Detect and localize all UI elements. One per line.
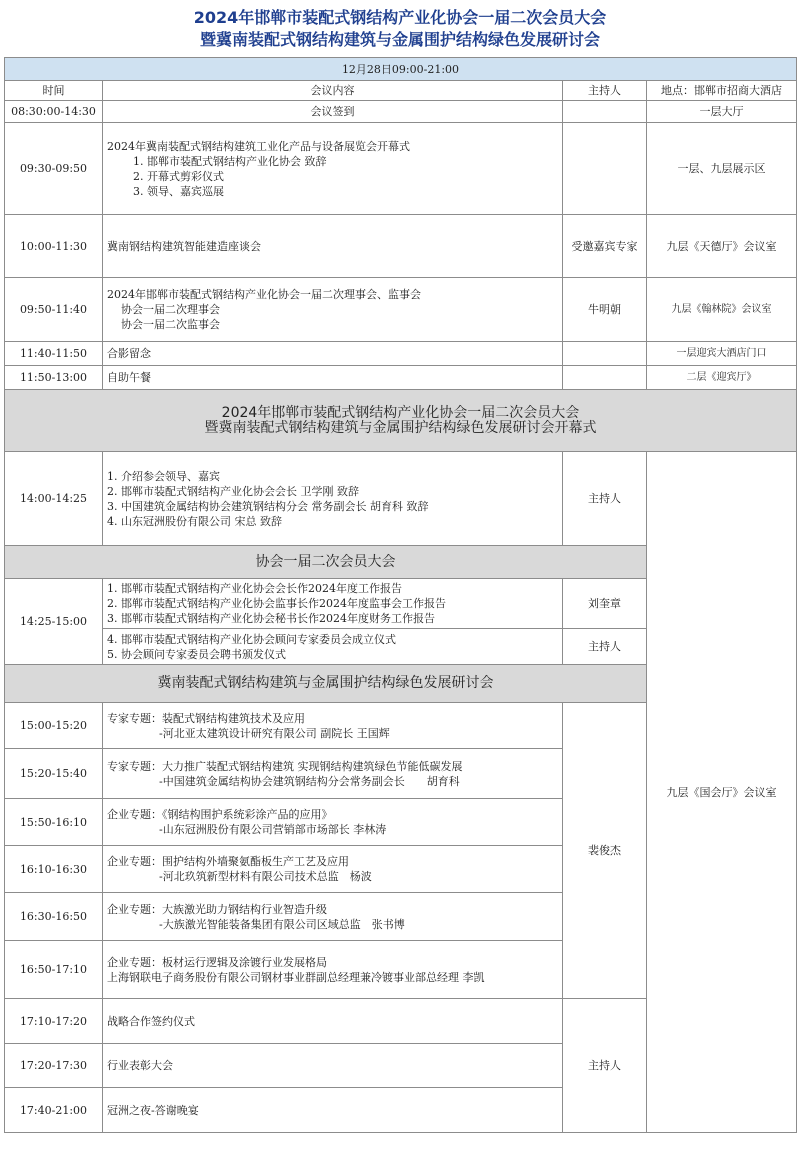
header-host: 主持人 [563, 81, 647, 101]
talk-speaker: -中国建筑金属结构协会建筑钢结构分会常务副会长 胡育科 [159, 774, 460, 788]
time-cell: 15:00-15:20 [5, 703, 103, 749]
header-content: 会议内容 [103, 81, 563, 101]
venue-cell: 二层《迎宾厅》 [647, 366, 797, 390]
time-cell: 16:30-16:50 [5, 893, 103, 941]
content-cell: 冠洲之夜-答谢晚宴 [103, 1088, 563, 1133]
content-cell: 冀南钢结构建筑智能建造座谈会 [103, 215, 563, 278]
content-cell [103, 629, 563, 665]
host-cell: 主持人 [563, 999, 647, 1133]
talk-title: 企业专题：《钢结构围护系统彩涂产品的应用》 [107, 808, 333, 821]
content-cell [103, 893, 563, 941]
content-line: 2024年邯郸市装配式钢结构产业化协会一届二次理事会、监事会 [107, 288, 421, 301]
venue-cell: 一层、九层展示区 [647, 123, 797, 215]
content-line: 5. 协会顾问专家委员会聘书颁发仪式 [107, 647, 286, 661]
time-cell: 17:10-17:20 [5, 999, 103, 1044]
content-cell [103, 703, 563, 749]
talk-title: 企业专题：围护结构外墙聚氨酯板生产工艺及应用 [107, 855, 349, 868]
table-row [5, 123, 797, 215]
time-cell: 14:00-14:25 [5, 452, 103, 546]
time-cell: 11:40-11:50 [5, 342, 103, 366]
talk-title: 专家专题：装配式钢结构建筑技术及应用 [107, 711, 305, 725]
talk-speaker: -山东冠洲股份有限公司营销部市场部长 李林涛 [159, 823, 387, 836]
content-cell: 会议签到 [103, 101, 563, 123]
content-cell: 行业表彰大会 [103, 1044, 563, 1088]
content-cell [103, 749, 563, 799]
title-line-1: 2024年邯郸市装配式钢结构产业化协会一届二次会员大会 [193, 8, 607, 27]
content-cell [103, 799, 563, 846]
content-line: 协会一届二次监事会 [121, 318, 220, 331]
section-title: 冀南装配式钢结构建筑与金属围护结构绿色发展研讨会 [5, 665, 647, 703]
table-row [5, 452, 797, 546]
venue-cell: 九层《翰林院》会议室 [647, 278, 797, 342]
date-cell: 12月28日09:00-21:00 [5, 58, 797, 81]
content-cell [103, 579, 563, 629]
section-title-line: 2024年邯郸市装配式钢结构产业化协会一届二次会员大会 [221, 404, 580, 421]
section-title: 协会一届二次会员大会 [5, 546, 647, 579]
content-cell [103, 941, 563, 999]
content-line: 4. 山东冠洲股份有限公司 宋总 致辞 [107, 514, 282, 528]
time-cell: 09:50-11:40 [5, 278, 103, 342]
host-cell: 主持人 [563, 629, 647, 665]
content-line: 4. 邯郸市装配式钢结构产业化协会顾问专家委员会成立仪式 [107, 632, 396, 646]
time-cell: 09:30-09:50 [5, 123, 103, 215]
venue-cell: 九层《天德厅》会议室 [647, 215, 797, 278]
table-row [5, 215, 797, 278]
table-row [5, 101, 797, 123]
time-cell: 15:20-15:40 [5, 749, 103, 799]
host-cell [563, 342, 647, 366]
section-header-opening [5, 390, 797, 452]
document-title [0, 0, 800, 56]
table-row [5, 366, 797, 390]
header-time: 时间 [5, 81, 103, 101]
host-cell [563, 123, 647, 215]
schedule-table [4, 57, 797, 1133]
content-line: 2. 邯郸市装配式钢结构产业化协会会长 卫学刚 致辞 [107, 484, 359, 498]
section-title [5, 390, 797, 452]
content-line: 1. 介绍参会领导、嘉宾 [107, 469, 220, 483]
talk-title: 专家专题：大力推广装配式钢结构建筑 实现钢结构建筑绿色节能低碳发展 [107, 759, 463, 773]
host-cell: 受邀嘉宾专家 [563, 215, 647, 278]
table-row [5, 342, 797, 366]
content-line: 1. 邯郸市装配式钢结构产业化协会 致辞 [133, 154, 327, 168]
table-row [5, 278, 797, 342]
time-cell: 15:50-16:10 [5, 799, 103, 846]
content-cell: 自助午餐 [103, 366, 563, 390]
content-line: 3. 领导、嘉宾巡展 [133, 184, 224, 198]
talk-speaker: 上海钢联电子商务股份有限公司钢材事业群副总经理兼冷镀事业部总经理 李凯 [107, 970, 485, 984]
host-cell: 刘奎章 [563, 579, 647, 629]
host-cell [563, 366, 647, 390]
talk-title: 企业专题：大族激光助力钢结构行业智造升级 [107, 902, 327, 916]
header-row [5, 81, 797, 101]
section-title-line: 暨冀南装配式钢结构建筑与金属围护结构绿色发展研讨会开幕式 [204, 419, 597, 436]
content-cell [103, 123, 563, 215]
time-cell: 16:50-17:10 [5, 941, 103, 999]
content-cell [103, 278, 563, 342]
content-line: 3. 中国建筑金属结构协会建筑钢结构分会 常务副会长 胡育科 致辞 [107, 499, 429, 513]
time-cell: 17:20-17:30 [5, 1044, 103, 1088]
time-cell: 08:30:00-14:30 [5, 101, 103, 123]
talk-speaker: -河北玖筑新型材料有限公司技术总监 杨波 [159, 870, 372, 883]
content-cell: 合影留念 [103, 342, 563, 366]
talk-title: 企业专题：板材运行逻辑及涂镀行业发展格局 [107, 955, 327, 969]
venue-cell-merged: 九层《国会厅》会议室 [647, 452, 797, 1133]
host-cell [563, 101, 647, 123]
host-cell: 牛明朝 [563, 278, 647, 342]
title-line-2: 暨冀南装配式钢结构建筑与金属围护结构绿色发展研讨会 [199, 30, 600, 49]
content-line: 1. 邯郸市装配式钢结构产业化协会会长作2024年度工作报告 [107, 582, 402, 595]
content-cell [103, 452, 563, 546]
venue-cell: 一层大厅 [647, 101, 797, 123]
venue-cell: 一层迎宾大酒店门口 [647, 342, 797, 366]
content-line: 2024年冀南装配式钢结构建筑工业化产品与设备展览会开幕式 [107, 139, 410, 153]
date-row [5, 58, 797, 81]
host-cell: 裴俊杰 [563, 703, 647, 999]
talk-speaker: -河北亚太建筑设计研究有限公司 副院长 王国辉 [159, 726, 390, 740]
time-cell: 10:00-11:30 [5, 215, 103, 278]
content-line: 2. 开幕式剪彩仪式 [133, 169, 224, 183]
content-cell: 战略合作签约仪式 [103, 999, 563, 1044]
time-cell: 11:50-13:00 [5, 366, 103, 390]
host-cell: 主持人 [563, 452, 647, 546]
time-cell: 16:10-16:30 [5, 846, 103, 893]
header-venue: 地点：邯郸市招商大酒店 [647, 81, 797, 101]
content-line: 3. 邯郸市装配式钢结构产业化协会秘书长作2024年度财务工作报告 [107, 612, 435, 625]
time-cell: 17:40-21:00 [5, 1088, 103, 1133]
talk-speaker: -大族激光智能装备集团有限公司区域总监 张书博 [159, 917, 405, 931]
content-cell [103, 846, 563, 893]
content-line: 协会一届二次理事会 [121, 303, 220, 316]
content-line: 2. 邯郸市装配式钢结构产业化协会监事长作2024年度监事会工作报告 [107, 597, 446, 610]
time-cell: 14:25-15:00 [5, 579, 103, 665]
